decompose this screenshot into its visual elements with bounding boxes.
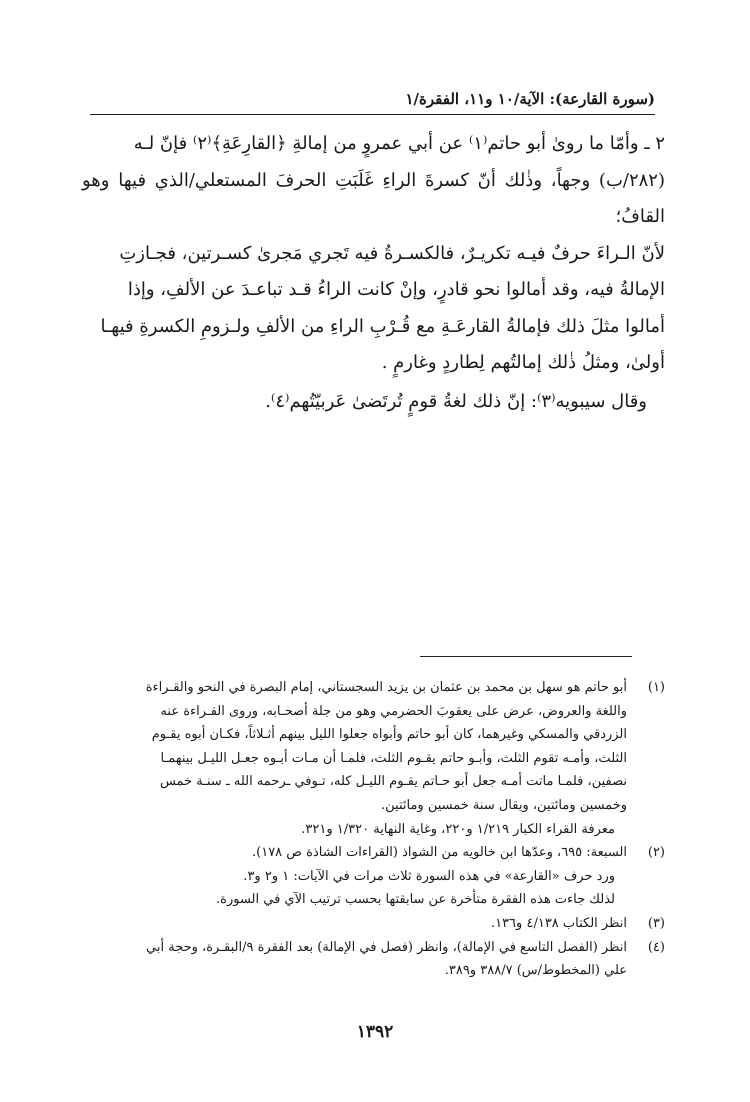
footnote-3 xyxy=(82,912,665,936)
footnote-line: علي (المخطوط/س) ٣٨٨/٧ و٣٨٩. xyxy=(444,963,627,979)
sibawayh-quote: وقال سيبويه⁽٣⁾: إنّ ذلك لغةُ قومٍ تُرتَضىٰ عَربيّتُهم⁽٤⁾. xyxy=(265,390,647,412)
page-number: ١٣٩٢ xyxy=(356,1022,394,1042)
footnote-line: وخمسين ومائتين، ويقال سنة خمسين ومائتين. xyxy=(381,797,627,813)
header-divider xyxy=(90,114,655,115)
page-header: (سورة القارعة): الآية/١٠ و١١، الفقرة/١ xyxy=(405,90,655,108)
footnote-1 xyxy=(82,676,665,841)
footnote-line: أبو حاتم هو سهل بن محمد بن عثمان بن يزيد السجستاني، إمام البصرة في النحو والقـراءة xyxy=(145,680,627,695)
footnote-line: السبعة: ٦٩٥، وعدّها ابن خالويه من الشواذ (القراءات الشاذة ص ١٧٨). xyxy=(252,845,627,861)
footnote-line: ورد حرف «القارعة» في هذه السورة ثلاث مرات في الآيات: ١ و٢ و٣. xyxy=(243,868,615,884)
footnote-line: انظر الكتاب ٤/١٣٨ و١٣٦. xyxy=(490,915,627,931)
footnote-number: (١) xyxy=(647,680,665,695)
body-line-1: ٢ ـ وأمّا ما روىٰ أبو حاتم⁽١⁾ عن أبي عمروٍ من إمالةِ ﴿القارِعَةِ﴾⁽٢⁾ فإنّ لـه xyxy=(133,133,665,154)
footnotes xyxy=(82,676,665,983)
footnote-number: (٣) xyxy=(647,915,665,931)
body-line-5: أمالوا مثلَ ذلك فإمالةُ القارعَـةِ مع قُـرْبِ الراءِ من الألفِ ولـزومِ الكسرةِ فيهـا xyxy=(100,315,665,337)
main-text xyxy=(82,126,665,420)
footnote-line: انظر (الفصل التاسع في الإمالة)، وانظر (فصل في الإمالة) بعد الفقرة ٩/البقـرة، وحجة أبي xyxy=(146,939,627,955)
body-line-2: (٢٨٢/ب) وجهاً، وذٰلك أنّ كسرةَ الراءِ غَلَبَتِ الحرفَ المستعلي/الذي فيها وهو القافُ؛ xyxy=(82,169,665,227)
footnote-divider xyxy=(420,656,632,657)
body-line-4: الإمالةُ فيه، وقد أمالوا نحو قادرٍ، وإنْ كانت الراءُ قـد تباعـدَ عن الألفِ، وإذا xyxy=(127,279,665,300)
footnote-line: معرفة القراء الكبار ١/٢١٩ و٢٢٠، وغاية النهاية ١/٣٢٠ و٣٢١. xyxy=(301,821,615,837)
footnote-4 xyxy=(82,936,665,983)
footnote-number: (٢) xyxy=(647,845,665,861)
footnote-2 xyxy=(82,841,665,912)
body-line-3: لأنّ الـراءَ حرفٌ فيـه تكريـرٌ، فالكسـرةُ فيه تَجري مَجرىٰ كسـرتين، فجـازتِ xyxy=(119,242,665,264)
footnote-line: الثلث، وأمـه تقوم الثلث، وأبـو حاتم يقـوم الثلث، فلمـا أن مـات أبـوه جعـل الليـل بينهمـا xyxy=(160,750,627,766)
footnote-line: لذلك جاءت هذه الفقرة متأخرة عن سابقتها بحسب ترتيب الآي في السورة. xyxy=(216,892,615,908)
footnote-line: واللغة والعروض، عرض على يعقوبَ الحضرمي وهو من جلة أصحـابه، وروى القـراءة عنه xyxy=(160,703,627,719)
footnote-line: نصفين، فلمـا ماتت أمـه جعل أبو حـاتم يقـوم الليـل كله، تـوفي ـرحمه الله ـ سنـة خمس xyxy=(159,774,627,790)
body-line-6: أولىٰ، ومثلُ ذٰلك إمالتُهم لِطاردٍ وغارمٍ . xyxy=(381,352,665,373)
footnote-number: (٤) xyxy=(647,939,665,955)
footnote-line: الزردقي والمسكي وغيرهما، كان أبو حاتم وأبواه جعلوا الليل بينهم أثـلاثاً، فكـان أبوه يقـوم xyxy=(151,727,627,743)
